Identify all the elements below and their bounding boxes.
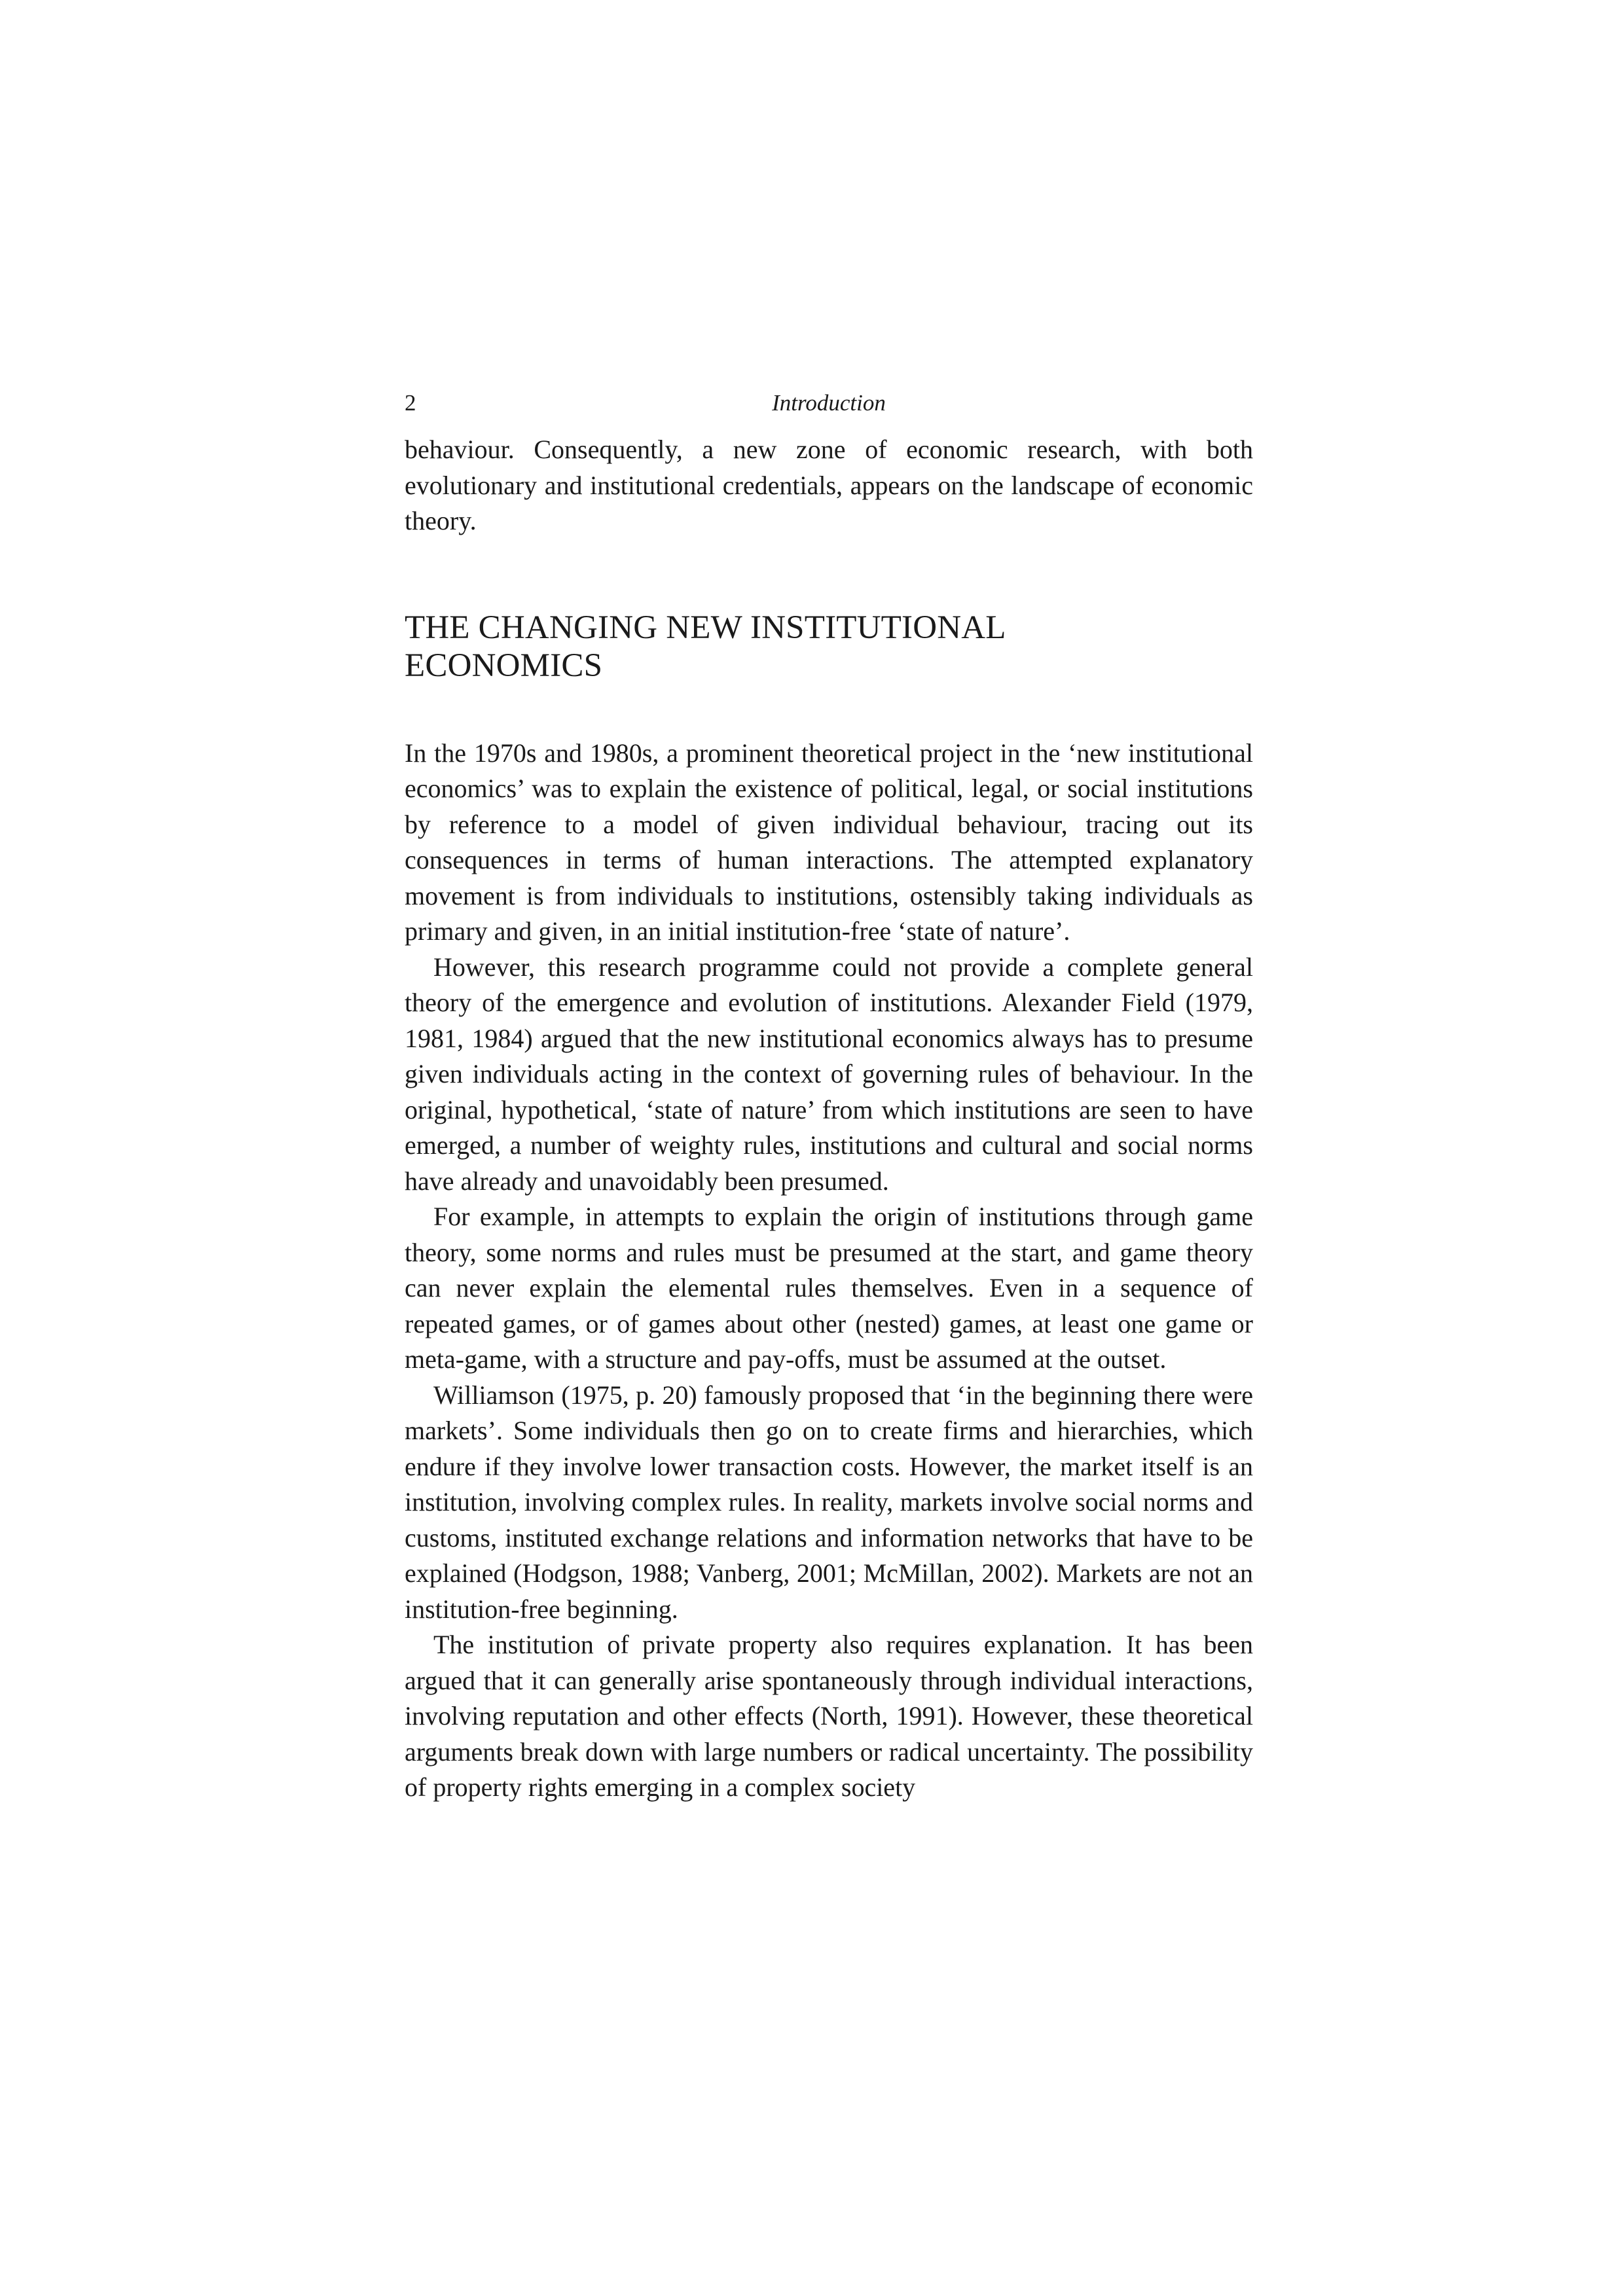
running-title: Introduction <box>772 390 886 416</box>
body-paragraph-2: However, this research programme could not provide a complete general theory of the emergence and evolution of institutions. Alexander Field (1979, 1981, 1984) argued that the new institutional economics always has to presume given individuals acting in the context of governing rules of behaviour. In the original, hypothetical, ‘state of nature’ from which institutions are seen to have emerged, a number of weighty rules, institutions and cultural and social norms have already and unavoidably been presumed. <box>405 952 1253 1196</box>
body-paragraph-4: Williamson (1975, p. 20) famously proposed that ‘in the beginning there were markets’. Some individuals then go on to create firms and hierarchies, which endure if they involve lower transaction costs. However, the market itself is an institution, involving complex rules. In reality, markets involve social norms and customs, instituted exchange relations and information networks that have to be explained (Hodgson, 1988; Vanberg, 2001; McMillan, 2002). Markets are not an institution-free beginning. <box>405 1380 1253 1624</box>
body-paragraph-1: In the 1970s and 1980s, a prominent theoretical project in the ‘new institutional economics’ was to explain the existence of political, legal, or social institutions by reference to a model of given individual behaviour, tracing out its consequences in terms of human interactions. The attempted explanatory movement is from individuals to institutions, ostensibly taking individuals as primary and given, in an initial institution-free ‘state of nature’. <box>405 738 1253 946</box>
body-paragraph-5: The institution of private property also requires explanation. It has been argued that it can generally arise spontaneously through individual interactions, involving reputation and other effects (North, 1991). However, these theoretical arguments break down with large numbers or radical uncertainty. The possibility of property rights emerging in a complex society <box>405 1630 1253 1802</box>
page-number: 2 <box>405 390 416 416</box>
section-body <box>405 736 1253 1806</box>
book-page <box>405 384 1253 1806</box>
running-head <box>405 384 1253 423</box>
intro-paragraph: behaviour. Consequently, a new zone of economic research, with both evolutionary and institutional credentials, appears on the landscape of economic theory. <box>405 435 1253 535</box>
body-paragraph-3: For example, in attempts to explain the origin of institutions through game theory, some norms and rules must be presumed at the start, and game theory can never explain the elemental rules themselves. Even in a sequence of repeated games, or of games about other (nested) games, at least one game or meta-game, with a structure and pay-offs, must be assumed at the outset. <box>405 1202 1253 1374</box>
section-heading: THE CHANGING NEW INSTITUTIONAL ECONOMICS <box>405 609 1005 684</box>
